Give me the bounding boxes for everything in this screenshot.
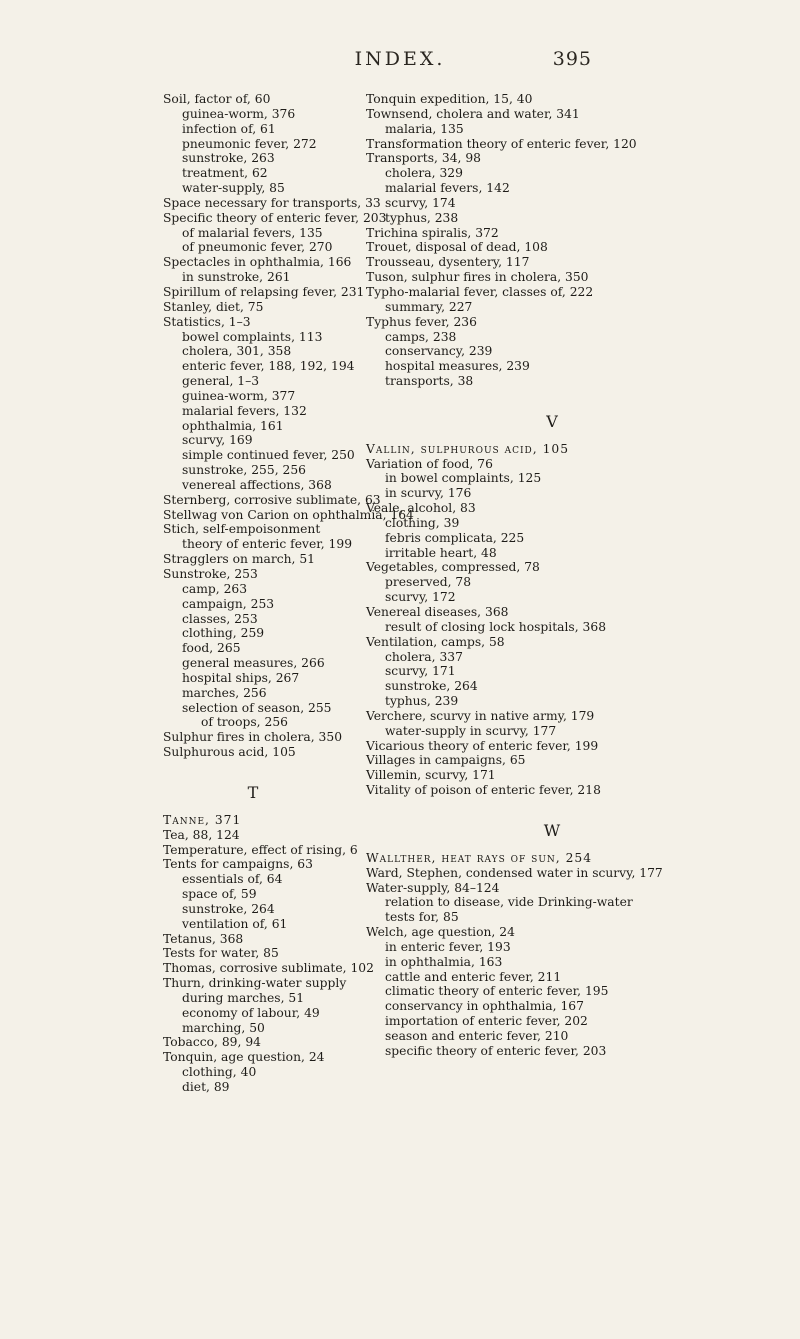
- index-subentry: cattle and enteric fever, 211: [385, 969, 562, 984]
- index-entry: Tea, 88, 124: [163, 827, 240, 842]
- index-subentry: relation to disease, vide Drinking-water: [385, 895, 633, 910]
- index-subentry: scurvy, 172: [385, 590, 456, 605]
- index-subentry: clothing, 40: [182, 1065, 257, 1080]
- index-subentry: food, 265: [182, 641, 241, 656]
- index-entry: Thomas, corrosive sublimate, 102: [163, 961, 374, 976]
- index-subentry: tests for, 85: [385, 910, 459, 925]
- index-entry: Ward, Stephen, condensed water in scurvy, 177: [366, 865, 663, 880]
- index-entry: Ventilation, camps, 58: [366, 634, 505, 649]
- index-entry: Thurn, drinking-water supply during marches, 51: [163, 976, 347, 1005]
- index-subentry: hospital ships, 267: [182, 670, 300, 685]
- index-entry: Transformation theory of enteric fever, 120: [366, 136, 637, 151]
- index-entry: Trichina spiralis, 372: [366, 225, 499, 240]
- index-subentry: malaria, 135: [385, 121, 464, 136]
- index-entry: Spirillum of relapsing fever, 231: [163, 284, 365, 299]
- index-entry: Townsend, cholera and water, 341: [366, 106, 580, 121]
- index-entry: Variation of food, 76: [366, 456, 493, 471]
- page-number: 395: [552, 48, 592, 70]
- index-entry: Veale, alcohol, 83: [366, 501, 476, 516]
- index-subentry: camp, 263: [182, 581, 248, 596]
- index-entry: Tests for water, 85: [163, 946, 279, 961]
- index-subentry: sunstroke, 255, 256: [182, 463, 306, 478]
- index-subentry: space of, 59: [182, 887, 257, 902]
- index-subentry: general measures, 266: [182, 656, 325, 671]
- index-subentry: water-supply, 85: [182, 181, 285, 196]
- index-subentry: of troops, 256: [201, 715, 288, 730]
- index-subentry: sunstroke, 263: [182, 151, 275, 166]
- index-entry: Tonquin expedition, 15, 40: [366, 92, 533, 106]
- index-entry: Water-supply, 84–124: [366, 880, 500, 895]
- index-entry: Sulphurous acid, 105: [163, 745, 296, 760]
- index-subentry: hospital measures, 239: [385, 359, 530, 374]
- index-entry: Typho-malarial fever, classes of, 222: [366, 284, 594, 299]
- index-subentry: of pneumonic fever, 270: [182, 240, 333, 255]
- index-subentry: scurvy, 174: [385, 195, 456, 210]
- index-subentry: typhus, 239: [385, 694, 459, 709]
- index-entry: Temperature, effect of rising, 6: [163, 842, 358, 857]
- index-entry: Stragglers on march, 51: [163, 552, 315, 567]
- index-entry: Spectacles in ophthalmia, 166: [163, 255, 352, 270]
- index-subentry: marching, 50: [182, 1020, 265, 1035]
- index-entry: Vitality of poison of enteric fever, 218: [366, 783, 601, 798]
- index-subentry: ophthalmia, 161: [182, 418, 284, 433]
- index-subentry: sunstroke, 264: [385, 679, 478, 694]
- index-subentry: campaign, 253: [182, 596, 275, 611]
- index-subentry: camps, 238: [385, 329, 457, 344]
- index-entry: Sternberg, corrosive sublimate, 63: [163, 492, 381, 507]
- index-subentry: general, 1–3: [182, 374, 260, 389]
- index-column-left: [163, 92, 414, 1095]
- index-entry: Sulphur fires in cholera, 350: [163, 730, 343, 745]
- index-subentry: infection of, 61: [182, 121, 276, 136]
- section-letter: W: [543, 820, 561, 840]
- index-column-right: [366, 92, 738, 1059]
- index-subentry: cholera, 337: [385, 649, 463, 664]
- index-subentry: cholera, 301, 358: [182, 344, 292, 359]
- index-subentry: clothing, 39: [385, 515, 460, 530]
- index-entry: Welch, age question, 24: [366, 925, 515, 940]
- index-subentry: in sunstroke, 261: [182, 270, 291, 285]
- index-subentry: importation of enteric fever, 202: [385, 1014, 588, 1029]
- index-subentry: scurvy, 171: [385, 664, 456, 679]
- index-subentry: scurvy, 169: [182, 433, 253, 448]
- index-entry: Soil, factor of, 60: [163, 92, 271, 106]
- index-subentry: essentials of, 64: [182, 872, 283, 887]
- index-entry: Stich, self-empoisonment theory of enteric fever, 199: [163, 522, 353, 552]
- index-subentry: water-supply in scurvy, 177: [385, 723, 557, 738]
- index-subentry: in enteric fever, 193: [385, 939, 511, 954]
- index-subentry: in bowel complaints, 125: [385, 471, 542, 486]
- index-subentry: result of closing lock hospitals, 368: [385, 619, 607, 634]
- index-subentry: conservancy, 239: [385, 344, 493, 359]
- index-subentry: typhus, 238: [385, 210, 459, 225]
- index-entry: Vegetables, compressed, 78: [366, 560, 540, 575]
- index-subentry: sunstroke, 264: [182, 901, 275, 916]
- index-subentry: ventilation of, 61: [182, 916, 288, 931]
- index-entry: Tents for campaigns, 63: [163, 857, 313, 872]
- index-entry: Transports, 34, 98: [366, 151, 481, 166]
- index-entry: Wallther, heat rays of sun, 254: [366, 850, 593, 865]
- index-entry: Stanley, diet, 75: [163, 299, 264, 314]
- index-subentry: treatment, 62: [182, 166, 268, 181]
- index-subentry: venereal affections, 368: [182, 477, 332, 492]
- index-entry: Trousseau, dysentery, 117: [366, 255, 530, 270]
- index-subentry: irritable heart, 48: [385, 545, 497, 560]
- index-subentry: marches, 256: [182, 685, 267, 700]
- index-subentry: in scurvy, 176: [385, 486, 472, 501]
- index-subentry: economy of labour, 49: [182, 1005, 320, 1020]
- index-subentry: malarial fevers, 142: [385, 181, 510, 196]
- page-header: [0, 48, 800, 78]
- index-subentry: selection of season, 255: [182, 700, 332, 715]
- index-subentry: clothing, 259: [182, 626, 265, 641]
- index-subentry: of malarial fevers, 135: [182, 225, 323, 240]
- index-subentry: conservancy in ophthalmia, 167: [385, 999, 584, 1014]
- index-subentry: season and enteric fever, 210: [385, 1028, 569, 1043]
- index-entry: Tuson, sulphur fires in cholera, 350: [366, 270, 589, 285]
- index-entry: Villemin, scurvy, 171: [366, 768, 496, 783]
- index-entry: Villages in campaigns, 65: [366, 753, 526, 768]
- index-subentry: guinea-worm, 377: [182, 388, 296, 403]
- index-subentry: enteric fever, 188, 192, 194: [182, 359, 355, 374]
- index-subentry: cholera, 329: [385, 166, 463, 181]
- index-subentry: in ophthalmia, 163: [385, 954, 503, 969]
- index-subentry: transports, 38: [385, 374, 474, 389]
- index-entry: Trouet, disposal of dead, 108: [366, 240, 548, 255]
- index-subentry: diet, 89: [182, 1080, 230, 1094]
- index-subentry: malarial fevers, 132: [182, 403, 307, 418]
- index-subentry: guinea-worm, 376: [182, 106, 296, 121]
- index-entry: Typhus fever, 236: [366, 314, 477, 329]
- section-letter: T: [247, 782, 259, 802]
- index-entry: Tetanus, 368: [163, 931, 244, 946]
- running-title: INDEX.: [354, 48, 446, 70]
- index-entry: Statistics, 1–3: [163, 314, 251, 329]
- index-entry: Venereal diseases, 368: [366, 605, 509, 619]
- index-subentry: classes, 253: [182, 611, 258, 626]
- index-entry: Vallin, sulphurous acid, 105: [366, 441, 570, 456]
- index-entry: Vicarious theory of enteric fever, 199: [366, 738, 599, 753]
- index-subentry: febris complicata, 225: [385, 530, 525, 545]
- section-letter: V: [546, 411, 558, 431]
- index-entry: Specific theory of enteric fever, 203: [163, 210, 387, 225]
- index-entry: Tanne, 371: [163, 812, 242, 827]
- index-subentry: pneumonic fever, 272: [182, 136, 317, 151]
- index-entry: Tobacco, 89, 94: [163, 1035, 261, 1050]
- index-subentry: simple continued fever, 250: [182, 448, 355, 463]
- index-entry: Space necessary for transports, 33: [163, 195, 381, 210]
- index-entry: Tonquin, age question, 24: [163, 1050, 325, 1065]
- index-subentry: climatic theory of enteric fever, 195: [385, 984, 609, 999]
- index-subentry: bowel complaints, 113: [182, 329, 323, 344]
- index-subentry: preserved, 78: [385, 575, 472, 590]
- index-subentry: summary, 227: [385, 299, 473, 314]
- index-subentry: specific theory of enteric fever, 203: [385, 1043, 607, 1058]
- index-entry: Verchere, scurvy in native army, 179: [366, 708, 595, 723]
- index-entry: Sunstroke, 253: [163, 567, 258, 581]
- index-entry: Stellwag von Carion on ophthalmia, 164: [163, 507, 414, 522]
